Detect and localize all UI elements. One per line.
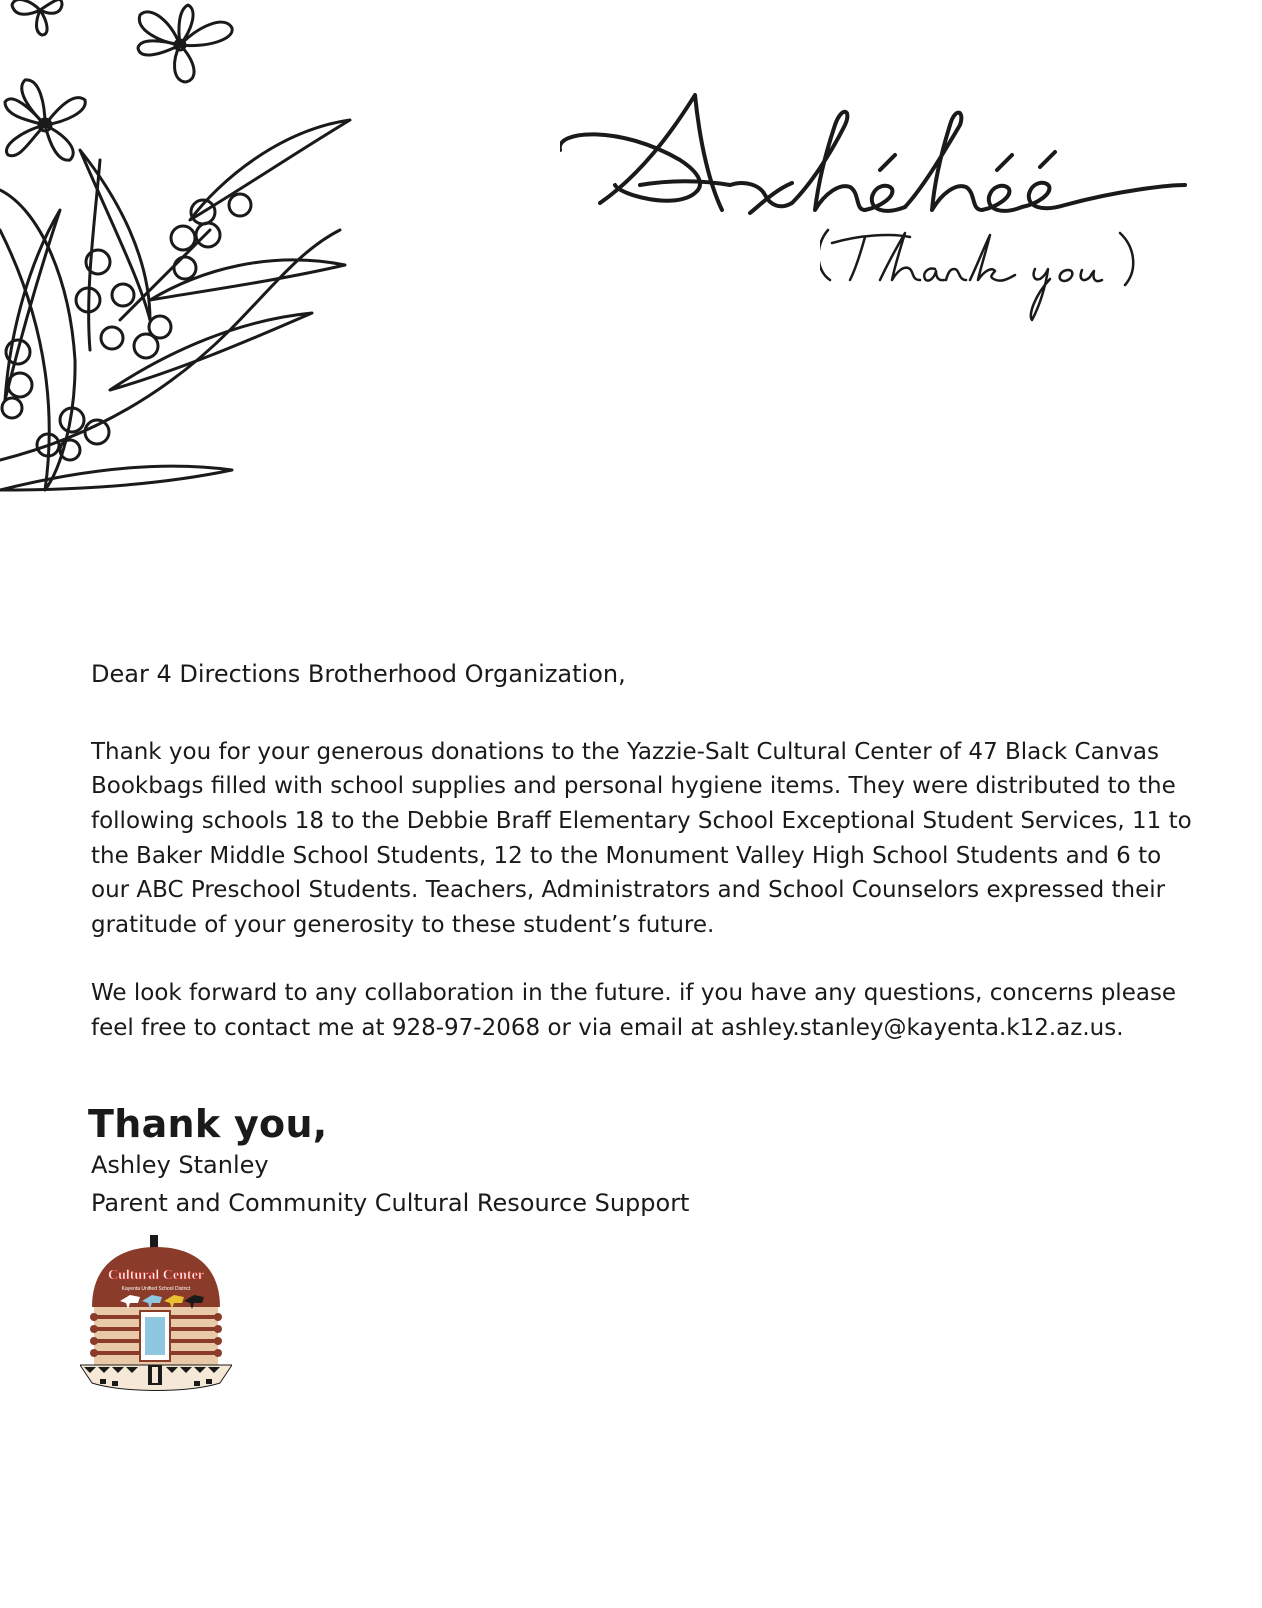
flower-icon [5,80,85,160]
paragraph-donation: Thank you for your generous donations to the Yazzie-Salt Cultural Center of 47 Black Canvas Bookbags filled with school supplies and personal hygiene items. They were distributed to the following schools 18 to the Debbie Braff Elementary School Exceptional Student Services, 11 to the Baker Middle School Students, 12 to the Monument Valley High School Students and 6 to our ABC Preschool Students. Teachers, Administrators and School Counselors expressed their gratitude of your generosity to these student’s future. [91,738,1192,938]
leaf-icon [5,210,60,400]
salutation: Dear 4 Directions Brotherhood Organization, [91,660,626,688]
cultural-center-logo [80,1235,232,1393]
closing: Thank you, [88,1101,328,1146]
flower-icon [12,0,62,35]
leaf-icon [89,160,100,350]
leaf-icon [0,466,232,490]
leaf-icon [150,260,345,300]
script-subtitle-thank-you [820,225,1180,325]
script-title-axhehee [560,85,1240,235]
letter-body [88,660,1201,1221]
logo-subtext: Kayenta Unified School District [121,1286,191,1292]
logo-text: Cultural Center [107,1268,205,1283]
signer-name: Ashley Stanley [91,1151,269,1180]
berry-cluster [2,194,251,460]
paragraph-contact: We look forward to any collaboration in the future. if you have any questions, concerns please feel free to contact me at 928-97-2068 or via email at ashley.stanley@kayenta.k12.az.us. [91,980,1177,1041]
signer-title: Parent and Community Cultural Resource Support [91,1189,690,1218]
leaf-icon [80,150,150,320]
floral-illustration [0,0,370,520]
flower-icon [138,5,232,82]
leaf-icon [110,313,312,390]
